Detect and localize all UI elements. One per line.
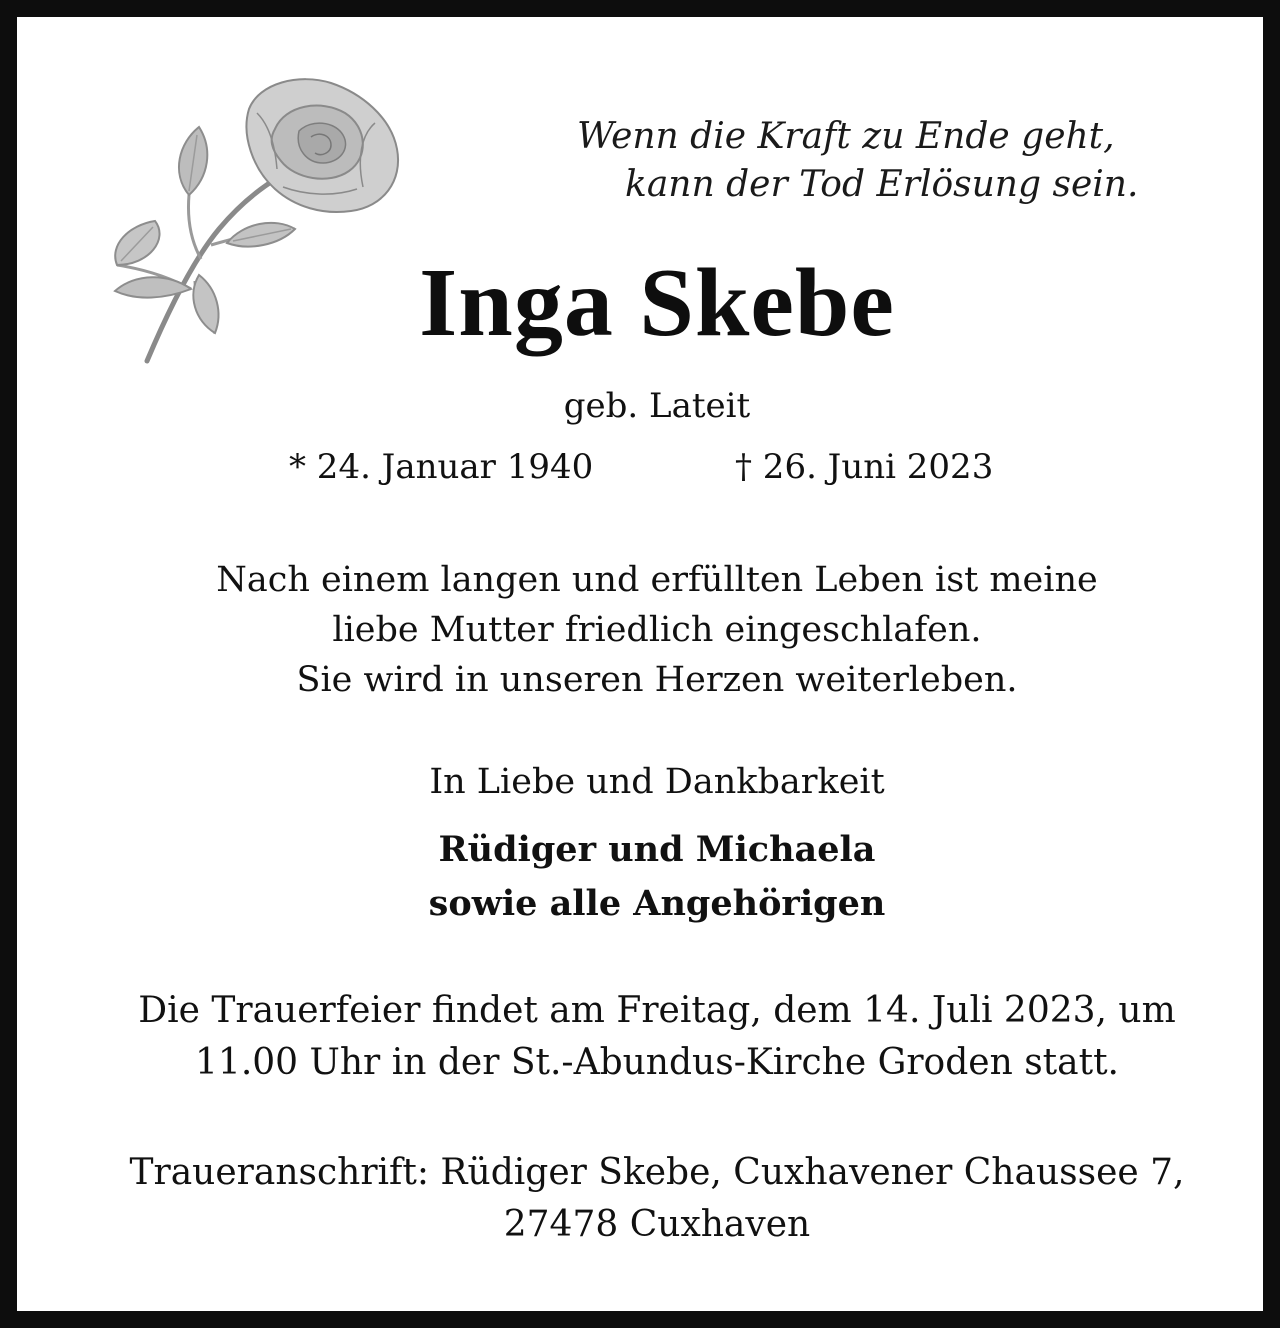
death-date: † 26. Juni 2023	[735, 447, 994, 487]
address-line: Traueranschrift: Rüdiger Skebe, Cuxhavener Chaussee 7,	[129, 1152, 1185, 1193]
deceased-name	[17, 243, 1280, 363]
address-line: 27478 Cuxhaven	[503, 1204, 811, 1245]
quote-line: Wenn die Kraft zu Ende geht,	[577, 116, 1115, 157]
closing-phrase: In Liebe und Dankbarkeit	[429, 762, 885, 802]
mourners	[17, 823, 1280, 931]
memorial-message	[17, 555, 1280, 705]
service-line: Die Trauerfeier findet am Freitag, dem 14. Juli 2023, um	[138, 990, 1176, 1031]
quote-line: kann der Tod Erlösung sein.	[625, 164, 1139, 205]
mourning-address	[17, 1147, 1280, 1251]
message-line: liebe Mutter friedlich eingeschlafen.	[332, 610, 982, 650]
quote	[577, 113, 1257, 209]
mourner-line: Rüdiger und Michaela	[438, 829, 876, 870]
message-line: Sie wird in unseren Herzen weiterleben.	[296, 660, 1018, 700]
deceased-name-text: Inga Skebe	[419, 249, 895, 357]
birth-date: * 24. Januar 1940	[289, 447, 594, 487]
mourner-line: sowie alle Angehörigen	[428, 883, 886, 924]
service-line: 11.00 Uhr in der St.-Abundus-Kirche Groden statt.	[195, 1042, 1119, 1083]
message-line: Nach einem langen und erfüllten Leben ist meine	[216, 560, 1098, 600]
service-info	[17, 985, 1280, 1089]
life-dates	[17, 443, 1280, 491]
maiden-name: geb. Lateit	[563, 386, 751, 426]
